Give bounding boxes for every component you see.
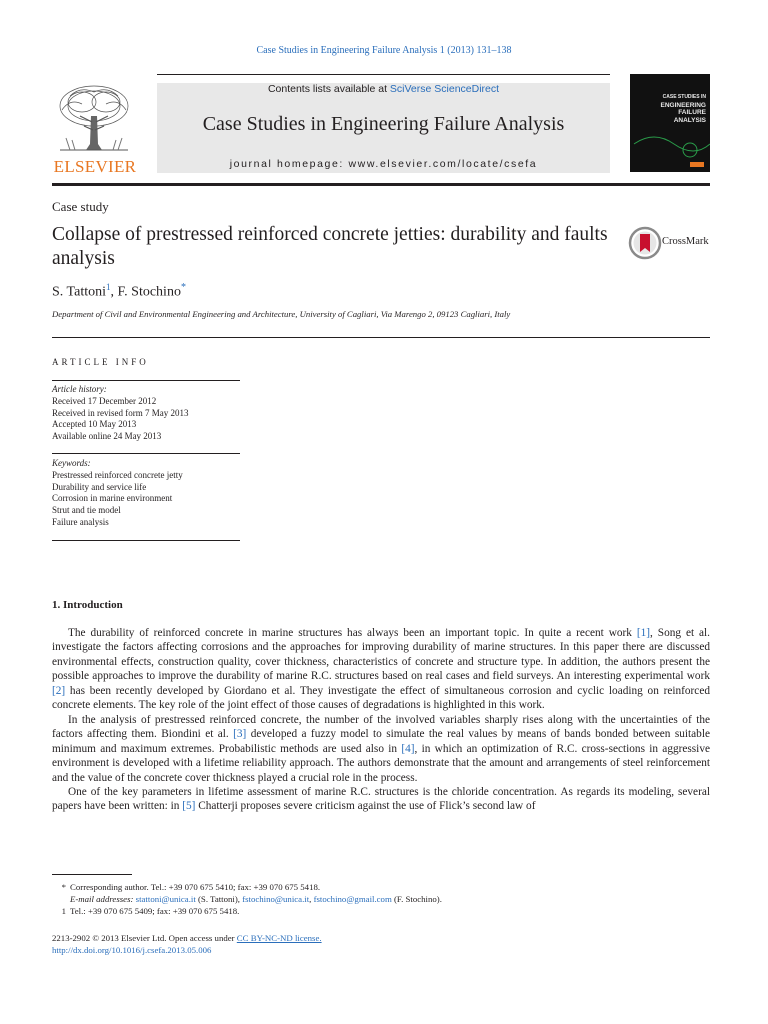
citation-link[interactable]: [5] [182,800,196,813]
author-name: F. Stochino [117,284,181,300]
article-info-heading: ARTICLE INFO [52,357,149,367]
keyword-item: Corrosion in marine environment [52,493,173,504]
text-run: developed a fuzzy model to simulate the real values by means of bands bonded between suitable minimum and maximum extremes. Probabilistic methods are used also in [52,728,710,755]
article-info-rule [52,380,240,381]
journal-cover-image [630,74,710,172]
citation-link[interactable]: [3] [233,728,247,741]
citation-link[interactable]: [1] [636,627,651,639]
body-text [52,626,710,814]
cover-title-line: ANALYSIS [673,116,706,124]
text-run: One of the key parameters in lifetime assessment of marine R.C. structures is the chloride concentration. As regards its modeling, several papers have been written: in [52,785,710,813]
author-footnote-mark[interactable]: 1 [106,282,111,292]
paragraph [52,626,710,713]
footnote [52,905,710,917]
footnote-mark: * [61,882,66,892]
elsevier-tree-logo-icon [52,82,136,156]
text-run: The durability of reinforced concrete in marine structures has always been an important topic. In quite a recent work [68,627,637,639]
article-type: Case study [52,199,109,214]
text-run: Chatterji proposes severe criticism against the use of Flick’s second law of [195,800,536,813]
author-name: S. Tattoni [52,284,106,300]
journal-title: Case Studies in Engineering Failure Analysis [202,113,565,135]
article-history [52,384,188,443]
journal-homepage [157,158,610,170]
footnote-text: Corresponding author. Tel.: +39 070 675 5410; fax: +39 070 675 5418. [70,882,321,892]
footnote-text: (F. Stochino). [391,894,442,904]
article-title: Collapse of prestressed reinforced concrete jetties: durability and faults analysis [52,224,608,269]
footnote-mark: 1 [61,906,66,916]
elsevier-wordmark: ELSEVIER [53,157,137,176]
paragraph [52,785,710,814]
keyword-item: Prestressed reinforced concrete jetty [52,469,183,480]
cover-title [642,94,706,124]
footnote-rule [52,874,132,875]
history-item: Accepted 10 May 2013 [52,419,137,430]
article-info-rule [52,453,240,454]
article-info-rule [52,540,240,541]
text-run: has been recently developed by Giordano et al. They investigate the effect of simultaneous corrosion and cyclic loading on reinforced concrete elements. The key role of the joint effect of those causes of degradations is highlighted in this work. [52,684,710,712]
cover-title-line: CASE STUDIES IN [662,94,706,100]
paragraph [52,713,710,785]
author-footnote-mark[interactable]: * [180,282,186,293]
copyright-line [52,932,710,944]
sciencedirect-link[interactable]: SciVerse ScienceDirect [389,83,500,95]
footnote-text: , [309,894,314,904]
open-access-text: Open access under [166,933,237,943]
homepage-prefix: journal homepage: [229,158,349,170]
journal-reference-link[interactable]: Case Studies in Engineering Failure Analysis 1 (2013) 131–138 [256,45,512,56]
crossmark-icon [628,226,662,260]
section-divider [52,337,710,338]
license-link[interactable]: CC BY-NC-ND license. [236,933,322,943]
affiliation: Department of Civil and Environmental Engineering and Architecture, University of Cagliari, Via Marengo 2, 09123 Cagliari, Italy [52,309,511,319]
text-run: , in which an optimization of R.C. cross-sections in aggressive environment is developed with a lifetime reliability approach. The authors demonstrate that the amount and arrangements of steel reinforcement and the value of the concrete cover thickness played a crucial role in the process. [52,742,710,784]
footnote [52,893,710,905]
keyword-item: Durability and service life [52,481,147,492]
footnote-text: (S. Tattoni), [195,894,243,904]
contents-line [157,83,610,95]
keyword-item: Strut and tie model [52,505,121,516]
contents-prefix: Contents lists available at [267,83,390,95]
author-separator: , [110,284,118,300]
masthead-top-rule [157,74,610,75]
citation-link[interactable]: [2] [52,684,66,697]
email-link[interactable]: stattoni@unica.it [135,894,196,904]
footnote [52,881,710,893]
history-item: Received 17 December 2012 [52,395,157,406]
masthead-bottom-rule [52,183,710,186]
email-label: E-mail addresses: [70,894,134,904]
crossmark-label: CrossMark [662,236,709,247]
email-link[interactable]: fstochino@unica.it [242,894,310,904]
keyword-item: Failure analysis [52,516,109,527]
text-run: , Song et al. investigate the factors affecting corrosions and the approaches for improving durability of marine structures. In this paper there are discussed environmental effects, construction quality, cover thickness, characteristics of concrete and structure type. In addition, the authors present the possible approaches to improve the durability of marine R.C. structures based on real cases and field surveys. An interesting experimental work [52,627,710,683]
copyright-text: 2213-2902 © 2013 Elsevier Ltd. [52,933,167,943]
text-run: In the analysis of prestressed reinforced concrete, the number of the involved variables sharply rises along with the uncertainties of the factors affecting them. Biondini et al. [52,713,710,741]
keywords-label: Keywords: [52,458,91,468]
article-history-label: Article history: [52,384,107,394]
section-heading: 1. Introduction [52,599,123,611]
author-list [52,282,186,301]
copyright-block [52,932,710,956]
citation-link[interactable]: [4] [401,742,415,755]
crossmark-badge[interactable] [628,227,718,259]
cover-title-line: FAILURE [678,109,706,116]
history-item: Received in revised form 7 May 2013 [52,407,189,418]
cover-title-line: ENGINEERING [660,101,706,109]
footnote-text: Tel.: +39 070 675 5409; fax: +39 070 675 5418. [70,906,240,916]
footnotes [52,881,710,917]
history-item: Available online 24 May 2013 [52,431,162,442]
homepage-url-link[interactable]: www.elsevier.com/locate/csefa [348,158,538,170]
doi-link[interactable]: http://dx.doi.org/10.1016/j.csefa.2013.05.006 [52,945,212,955]
keywords [52,458,183,529]
email-link[interactable]: fstochino@gmail.com [313,894,392,904]
